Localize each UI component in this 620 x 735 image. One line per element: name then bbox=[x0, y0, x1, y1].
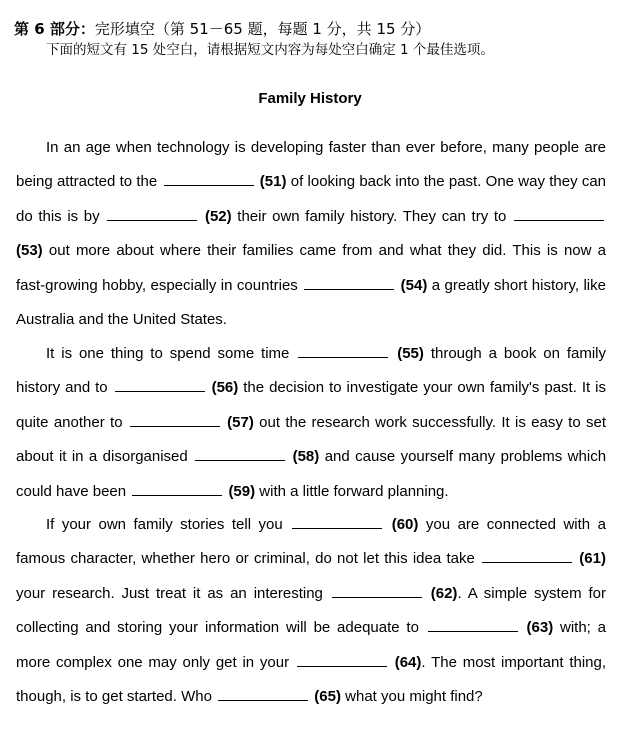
part-heading bbox=[14, 18, 614, 40]
paragraph-1 bbox=[16, 131, 606, 337]
passage-text: you are connected with a famous character, whether hero or criminal, do not let this idea take bbox=[16, 516, 606, 568]
passage-text: with; a more complex one may only get in your bbox=[16, 619, 606, 671]
passage-text: . A simple system for collecting and storing your information will be adequate to bbox=[16, 584, 606, 637]
passage-text: out more about where their families came from and what they did. This is now a fast-growing hobby, especially in countries bbox=[16, 242, 606, 294]
question-number: (57) bbox=[227, 413, 254, 431]
answer-blank[interactable] bbox=[107, 206, 197, 221]
answer-blank[interactable] bbox=[292, 514, 382, 529]
passage-text: your research. Just treat it as an interesting bbox=[16, 584, 323, 602]
answer-blank[interactable] bbox=[218, 686, 308, 701]
passage-text: . The most important thing, though, is to get started. Who bbox=[16, 653, 607, 706]
passage-text: their own family history. They can try to bbox=[237, 207, 507, 225]
answer-blank[interactable] bbox=[130, 412, 220, 427]
answer-blank[interactable] bbox=[304, 275, 394, 290]
question-number: (65) bbox=[314, 688, 341, 706]
answer-blank[interactable] bbox=[514, 206, 604, 221]
question-number: (63) bbox=[526, 619, 554, 637]
answer-blank[interactable] bbox=[428, 617, 518, 632]
question-number: (58) bbox=[292, 448, 320, 466]
passage-text: If your own family stories tell you bbox=[46, 516, 283, 533]
passage-text: and cause yourself many problems which could have been bbox=[16, 448, 607, 500]
passage-title: Family History bbox=[258, 90, 362, 107]
question-number: (59) bbox=[228, 482, 256, 500]
paragraph-3 bbox=[16, 508, 606, 714]
answer-blank[interactable] bbox=[298, 343, 388, 358]
question-number: (52) bbox=[204, 207, 232, 225]
question-number: (60) bbox=[391, 516, 419, 533]
question-number: (56) bbox=[211, 379, 239, 397]
passage-text: the decision to investigate your own family's past. It is quite another to bbox=[16, 379, 606, 431]
passage-text: of looking back into the past. One way they can do this is by bbox=[16, 173, 607, 225]
instructions: 下面的短文有 15 处空白，请根据短文内容为每处空白确定 1 个最佳选项。 bbox=[46, 42, 494, 58]
passage-text: a greatly short history, like Australia and the United States. bbox=[16, 276, 606, 329]
question-number: (62) bbox=[430, 584, 458, 602]
question-number: (53) bbox=[16, 242, 43, 260]
passage-text: what you might find? bbox=[345, 688, 483, 706]
passage-text: In an age when technology is developing faster than ever before, many people are being attracted to the bbox=[16, 139, 606, 191]
answer-blank[interactable] bbox=[115, 377, 205, 392]
passage-text: through a book on family history and to bbox=[16, 345, 606, 397]
passage-text: out the research work successfully. It is easy to set about it in a disorganised bbox=[16, 413, 606, 466]
question-number: (64) bbox=[394, 653, 422, 671]
answer-blank[interactable] bbox=[332, 583, 422, 598]
answer-blank[interactable] bbox=[195, 446, 285, 461]
part-label: 第 6 部分： bbox=[14, 20, 95, 38]
passage-text: with a little forward planning. bbox=[259, 482, 449, 500]
question-number: (55) bbox=[397, 345, 424, 362]
passage-text: It is one thing to spend some time bbox=[46, 345, 290, 362]
answer-blank[interactable] bbox=[482, 548, 572, 563]
question-number: (54) bbox=[400, 276, 428, 294]
question-number: (61) bbox=[579, 550, 606, 568]
answer-blank[interactable] bbox=[164, 171, 254, 186]
answer-blank[interactable] bbox=[297, 652, 387, 667]
paragraph-2 bbox=[16, 337, 606, 509]
section-header bbox=[14, 18, 614, 60]
question-number: (51) bbox=[259, 173, 287, 191]
answer-blank[interactable] bbox=[132, 481, 222, 496]
part-title: 完形填空（第 51－65 题，每题 1 分，共 15 分） bbox=[94, 20, 431, 38]
